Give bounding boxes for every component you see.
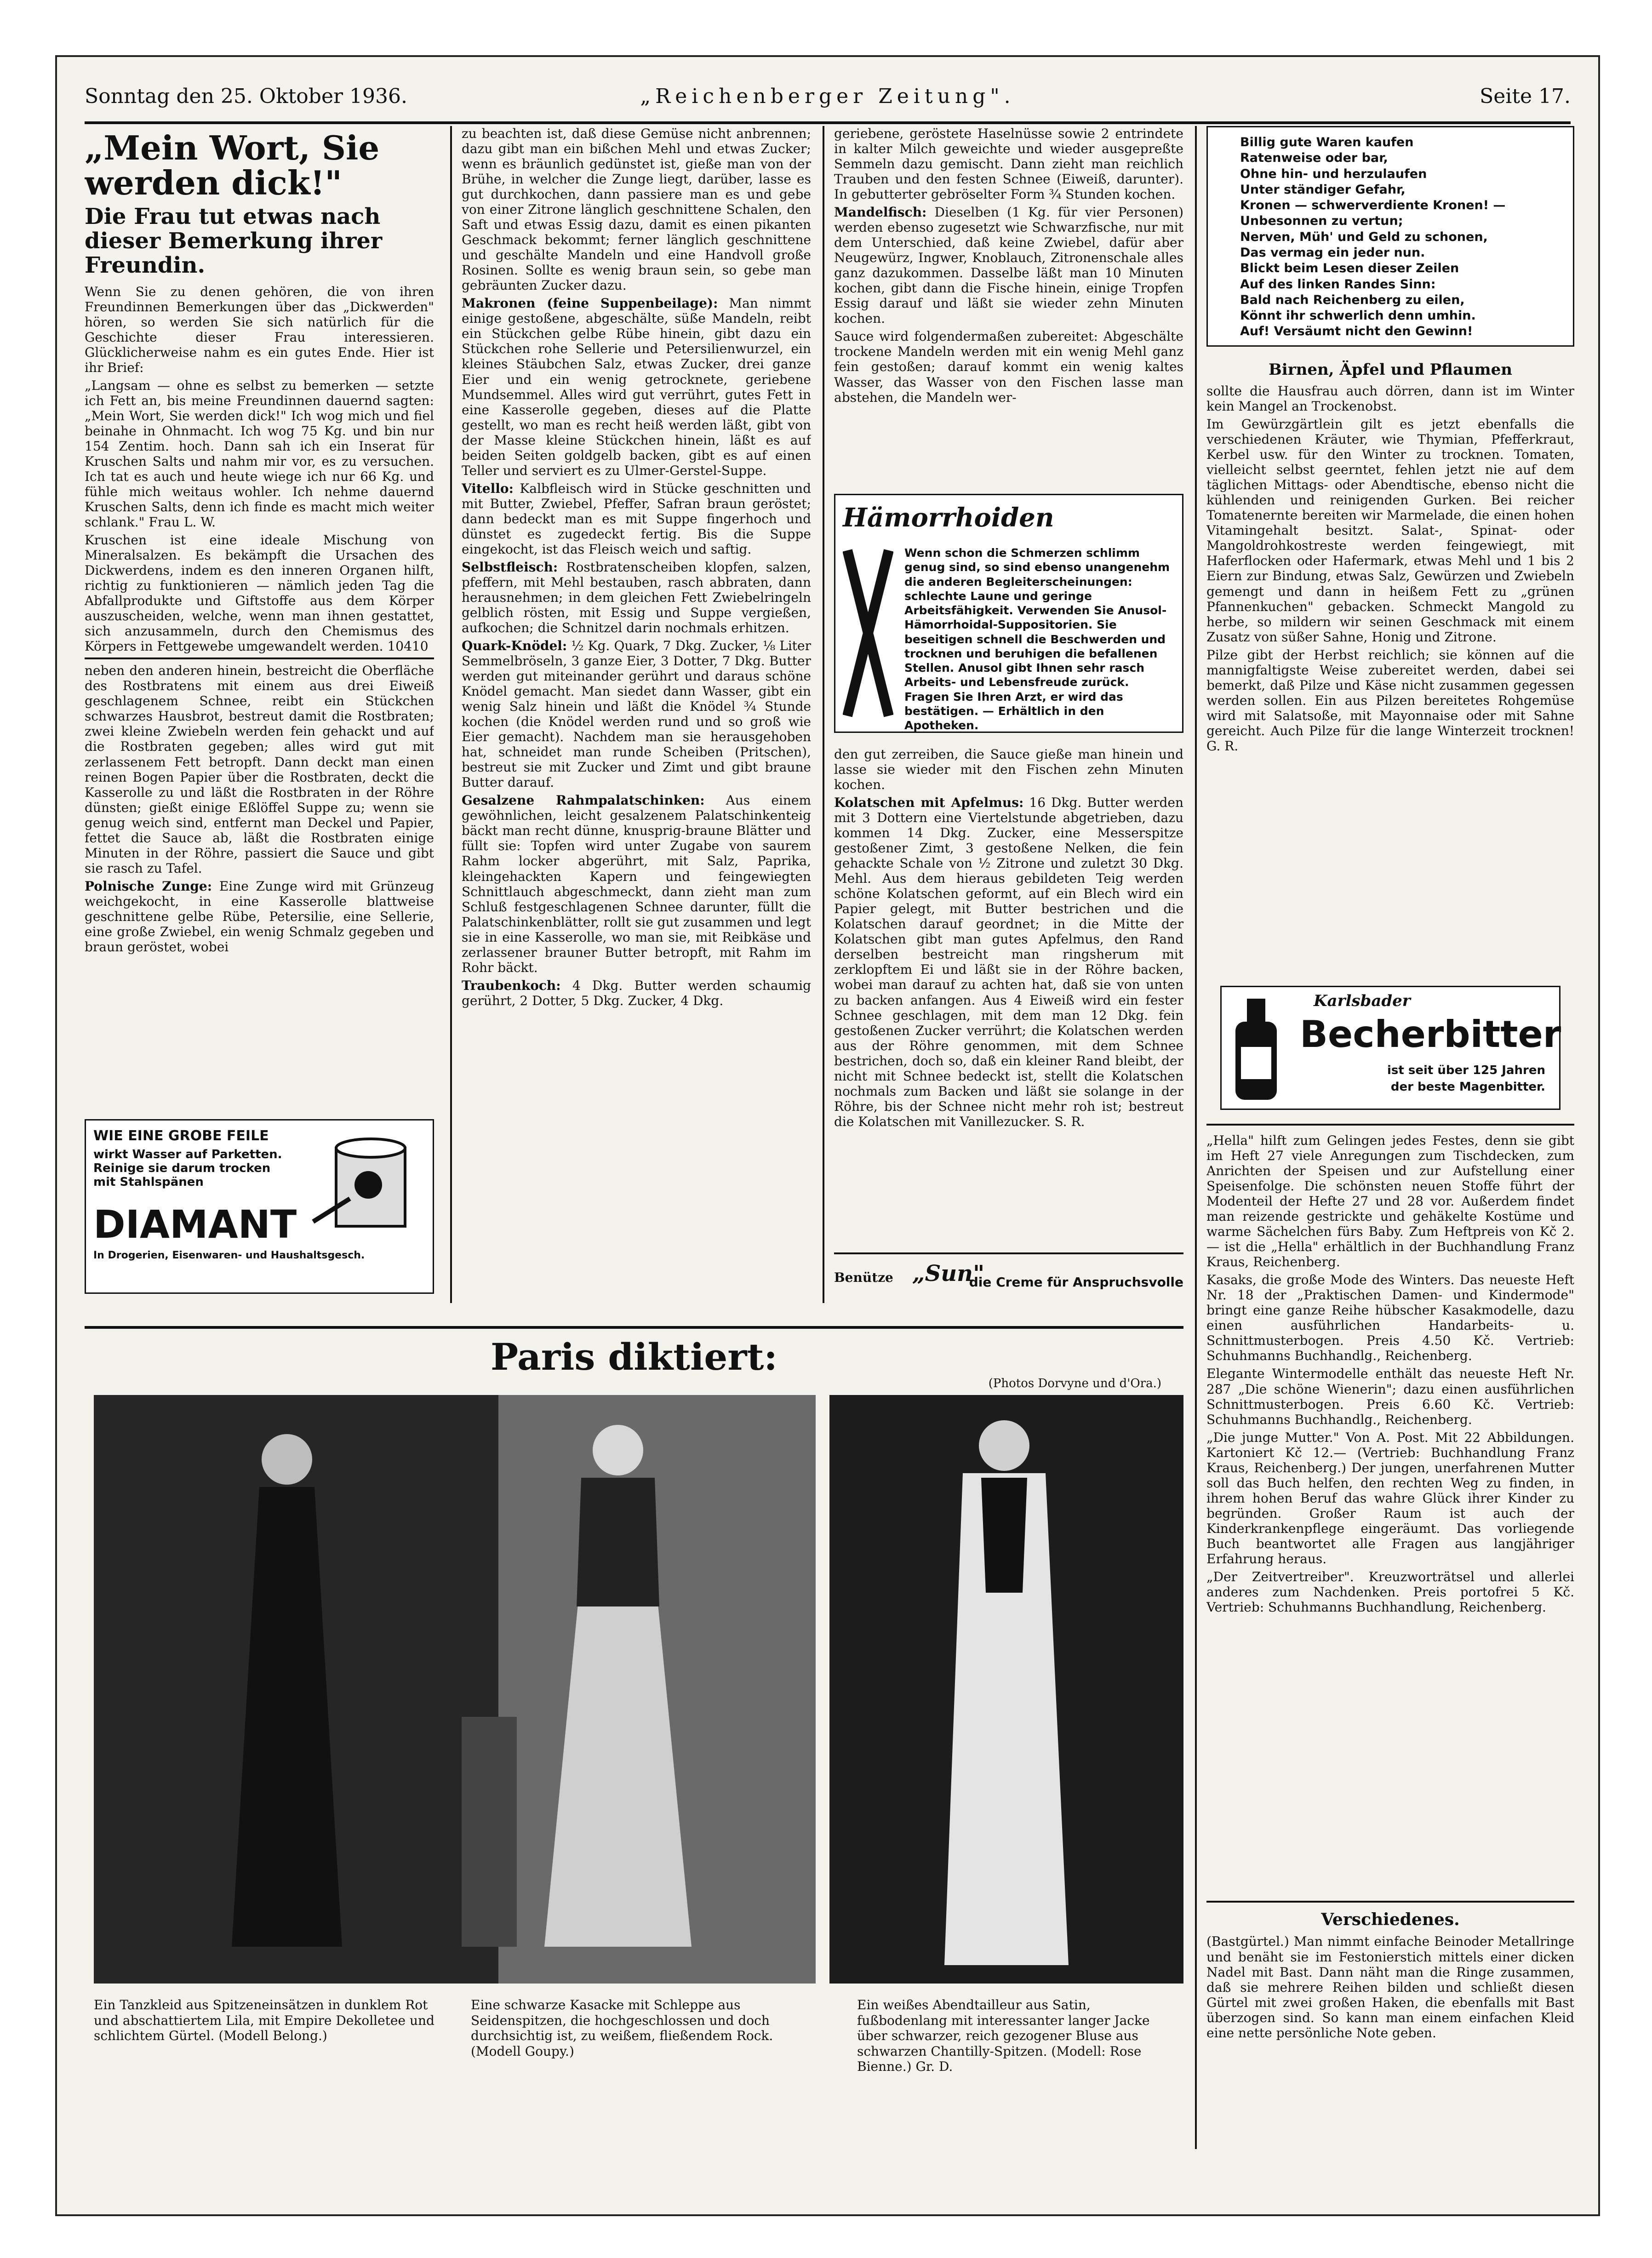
col2-para-7-text: 4 Dkg. Butter werden schaumig gerührt, 2 Dotter, 5 Dkg. Zucker, 4 Dkg. (462, 978, 811, 1008)
col2-para-4-title: Selbstfleisch: (462, 559, 558, 575)
col1-divider (85, 657, 434, 659)
evening-suit-figure-icon (829, 1395, 1183, 1984)
sec2-para-1: „Hella" hilft zum Gelingen jedes Festes, denn sie gibt im Heft 27 viele Anregungen zum Tischdecken, zum Anrichten der Speisen und zur Aufstellung einer Speisenfolge. Die schönsten neuen Stoffe führt der Modenteil der Hefte 27 und 28 vor. Außerdem findet man reizende gestrickte und gehäkelte Kostüme und warme Sächelchen fürs Baby. Zum Heftpreis von Kč 2.— ist die „Hella" erhältlich in der Buchhandlung Franz Kraus, Reichenberg. (1206, 1133, 1574, 1270)
header-date: Sonntag den 25. Oktober 1936. (85, 85, 407, 108)
col1-para-2: „Langsam — ohne es selbst zu bemerken — setzte ich Fett an, bis meine Freundinnen dauernd sagten: „Mein Wort, Sie werden dick!" Ich wog mich und fiel beinahe in Ohnmacht. Ich wog 75 Kg. und bin nur 154 Zentim. hoch. Dann sah ich ein Inserat für Kruschen Salts und nahm mir vor, es zu versuchen. Ich tat es auch und heute wiege ich nur 66 Kg. und fühle mich weitaus wohler. Ich nehme dauernd Kruschen Salts, denn ich finde es macht mich weiter schlank." Frau L. W. (85, 377, 434, 530)
header-title: „Reichenberger Zeitung". (640, 85, 1015, 108)
col3-para-5 (834, 795, 1183, 1129)
col1-para-3-number: 10410 (387, 639, 429, 654)
sec2-para-4: „Die junge Mutter." Von A. Post. Mit 22 Abbildungen. Kartoniert Kč 12.— (Vertrieb: Buchhandlung Franz Kraus, Reichenberg.) Der jungen, unerfahrenen Mutter soll das Buch helfen, den rechten Weg zu finden, in ihrem hohen Beruf das wahre Glück ihrer Kinder zu begründen. Großer Raum ist auch der Kinderkrankenpflege eingeräumt. Das vorliegende Buch beantwortet alle Fragen aus langjähriger Erfahrung heraus. (1206, 1429, 1574, 1566)
paris-title: Paris diktiert: (491, 1335, 777, 1378)
col4-divider-2 (1206, 1901, 1574, 1903)
column-3-bottom (834, 747, 1183, 1206)
sec2-para-2: Kasaks, die große Mode des Winters. Das neueste Heft Nr. 18 der „Praktischen Damen- und Kindermode" bringt eine ganze Reihe hübscher Kasakmodelle, dazu einen ausführlichen Handarbeits- u. Schnittmusterbogen. Preis 4.50 Kč. Vertrieb: Schuhmanns Buchhandlg., Reichenberg. (1206, 1272, 1574, 1364)
poem-line: Auf! Versäumt nicht den Gewinn! (1240, 324, 1473, 339)
col2-para-7-title: Traubenkoch: (462, 978, 561, 993)
fashion-figures-icon (94, 1395, 816, 1984)
sec2-para-3: Elegante Wintermodelle enthält das neueste Heft Nr. 287 „Die schöne Wienerin"; dazu einen ausführlichen Schnittmusterbogen. Preis 6.60 Kč. Vertrieb: Schuhmanns Buchhandlg., Reichenberg. (1206, 1366, 1574, 1427)
col2-para-5-title: Quark-Knödel: (462, 638, 567, 654)
col1-para-5-text: Eine Zunge wird mit Grünzeug weichgekocht, in eine Kasserolle blattweise geschnittene gelbe Rübe, Petersilie, eine Sellerie, eine große Zwiebel, ein wenig Schmalz gegeben und braun geröstet, wobei (85, 878, 434, 955)
col2-para-3-text: Kalbfleisch wird in Stücke geschnitten und mit Butter, Zwiebel, Pfeffer, Safran braun geröstet; dann bedeckt man es mit Suppe fingerhoch und dünstet es zugedeckt fertig. Bis die Suppe eingekocht, ist das Fleisch weich und saftig. (462, 480, 811, 557)
col2-para-2-text: Man nimmt einige gestoßene, abgeschälte, süße Mandeln, reibt ein Stückchen gelbe Rübe hinein, gibt dazu ein Stückchen rohe Sellerie und Petersilienwurzel, ein kleines Stäubchen Salz, etwas Zucker, drei ganze Eier und ein wenig getrocknete, geriebene Mundsemmel. Alles wird gut verrührt, gutes Fett in eine Kasserolle gegeben, dieses auf die Platte gestellt, wo man es recht heiß werden läßt, gibt von der Masse kleine Stückchen hinein, läßt es auf beiden Seiten goldgelb backen, gibt es auf einen Teller und serviert es zu Ulmer-Gerstel-Suppe. (462, 296, 811, 478)
poem-line: Ohne hin- und herzulaufen (1240, 166, 1427, 181)
col2-para-3-title: Vitello: (462, 480, 514, 496)
col1-para-4: neben den anderen hinein, bestreicht die Oberfläche des Rostbratens mit einem aus drei Eiweiß geschlagenem Schnee, reibt ein Stückchen schwarzes Hausbrot, bestreut damit die Rostbraten; zwei kleine Zwiebeln werden fein gehackt und auf die Rostbraten gegeben; alles wird gut mit zerlassenem Fett betropft. Dann deckt man einen reinen Bogen Papier über die Rostbraten, deckt die Kasserolle zu und läßt die Rostbraten in der Röhre dünsten; gießt einige Eßlöffel Suppe zu; wenn sie genug weich sind, entfernt man Deckel und Papier, fettet die Sauce ab, läßt die Rostbraten einige Minuten in der Röhre, passiert die Sauce und gibt sie rasch zu Tafel. (85, 663, 434, 876)
bottle-icon (1231, 996, 1281, 1102)
sun-ad-prefix: Benütze (834, 1270, 893, 1285)
col1-para-5-title: Polnische Zunge: (85, 878, 212, 894)
col1-para-3-text: Kruschen ist eine ideale Mischung von Mineralsalzen. Es bekämpft die Ursachen des Dickwerdens, indem es den inneren Organen hilft, richtig zu funktionieren — nämlich jeden Tag die Abfallprodukte und Giftstoffe aus dem Körper auszuscheiden, welche, wenn man ihnen gestattet, sich anzusammeln, durch den Chemismus des Körpers in Fettgewebe umgewandelt werden. (85, 532, 434, 654)
diamant-ad (85, 1119, 434, 1294)
poem-line: Das vermag ein jeder nun. (1240, 245, 1425, 260)
col3-para-1: geriebene, geröstete Haselnüsse sowie 2 entrindete in kalter Milch geweichte und wieder ausgepreßte Semmeln dazu gemischt. Dann zieht man reichlich Trauben und den festen Schnee (Eiweiß, darunter). In gebutterter gebröselter Form ¾ Stunden kochen. (834, 126, 1183, 202)
col4-divider-1 (1206, 1124, 1574, 1126)
x-mark-icon (843, 546, 893, 720)
poem-line: Ratenweise oder bar, (1240, 151, 1388, 166)
col2-para-2-title: Makronen (feine Suppenbeilage): (462, 296, 718, 311)
col2-para-3 (462, 481, 811, 557)
poem-line: Blickt beim Lesen dieser Zeilen (1240, 261, 1459, 276)
sun-ad (834, 1252, 1183, 1296)
poem-line: Unter ständiger Gefahr, (1240, 182, 1406, 197)
becherbitter-ad-brand: Becherbitter (1300, 1013, 1561, 1056)
paris-top-rule (85, 1326, 1183, 1329)
poem-line: Bald nach Reichenberg zu eilen, (1240, 292, 1465, 307)
sec3-para-1: (Bastgürtel.) Man nimmt einfache Beinoder Metallringe und benäht sie im Festonierstich mittels einer dicken Nadel mit Bast. Dann näht man die Ringe zusammen, daß sie mehrere Reihen bilden und schließt diesen Gürtel mit zwei großen Haken, die ebenfalls mit Bast überzogen sind. So kann man einem einfachen Kleid eine nette persönliche Note geben. (1206, 1934, 1574, 2041)
sec1-para-1: sollte die Hausfrau auch dörren, dann ist im Winter kein Mangel an Trockenobst. (1206, 383, 1574, 414)
col3-para-2 (834, 205, 1183, 326)
caption-2: Eine schwarze Kasacke mit Schleppe aus Seidenspitzen, die hochgeschlossen und doch durchsichtig ist, zu weißem, fließendem Rock. (Modell Goupy.) (471, 1997, 773, 2059)
diamant-ad-footer: In Drogerien, Eisenwaren- und Haushaltsgesch. (93, 1250, 365, 1261)
col2-para-7 (462, 978, 811, 1008)
column-2 (462, 126, 811, 1298)
anusol-ad (834, 494, 1183, 733)
col2-para-6 (462, 793, 811, 975)
col3-para-4: den gut zerreiben, die Sauce gieße man hinein und lasse sie wieder mit den Fischen zehn Minuten kochen. (834, 747, 1183, 793)
anusol-ad-title: Hämorrhoiden (843, 503, 1054, 533)
col1-subhead: Die Frau tut etwas nach dieser Bemerkung ihrer Freundin. (85, 204, 383, 278)
caption-3 (857, 1997, 1183, 2075)
diamant-ad-line-1: WIE EINE GROBE FEILE (93, 1128, 269, 1144)
col2-para-5 (462, 638, 811, 790)
col2-para-1: zu beachten ist, daß diese Gemüse nicht anbrennen; dazu gibt man ein bißchen Mehl und etwas Zucker; wenn es bräunlich gedünstet ist, gieße man von der Brühe, in welcher die Zunge liegt, darüber, lasse es gut durchkochen, dann passiere man es und gebe von einer Zitrone länglich geschnittene Schalen, den Saft und etwas Essig dazu, damit es einen pikanten Geschmack bekommt; ferner länglich geschnittene und geschälte Mandeln und eine Handvoll große Rosinen. Sollte es wenig braun sein, so gebe man gebräunten Zucker dazu. (462, 126, 811, 293)
col2-para-6-title: Gesalzene Rahmpalatschinken: (462, 793, 705, 808)
polish-can-icon (309, 1130, 423, 1240)
poem-box (1206, 126, 1574, 347)
col2-para-5-text: ½ Kg. Quark, 7 Dkg. Zucker, ⅛ Liter Semmelbröseln, 3 ganze Eier, 3 Dotter, 7 Dkg. Butter werden gut miteinander gerührt und daraus schöne Knödel gemacht. Man siedet dann Wasser, gibt ein wenig Salz hinein und läßt die Knödel ¾ Stunde kochen (die Knödel werden rund und so groß wie Eier gemacht). Nachdem man sie herausgehoben hat, schneidet man runde Scheiben (Pritschen), bestreut sie mit Zucker und Zimt und gibt braune Butter darauf. (462, 638, 811, 790)
sec1-para-3 (1206, 647, 1574, 754)
becherbitter-ad-tag-2: der beste Magenbitter. (1390, 1080, 1545, 1094)
col3-para-5-text: 16 Dkg. Butter werden mit 3 Dottern eine Viertelstunde abgetrieben, dazu kommen 14 Dkg. Zucker, eine Messerspitze gestoßener Zimt, 3 gestoßene Nelken, die fein gehackte Schale von ½ Zitrone und zuletzt 30 Dkg. Mehl. Aus dem hieraus gebildeten Teig werden schöne Kolatschen geformt, auf ein Blech wird ein Papier gelegt, mit Butter bestrichen und die Kolatschen darauf geordnet; in die Mitte der Kolatschen gibt man gutes Apfelmus, den Rand derselben bestreicht man ringsherum mit zerklopftem Ei und läßt sie in der Röhre backen, wobei man darauf zu achten hat, daß sie von unten zu backen anfangen. Aus 4 Eiweiß wird ein fester Schnee geschlagen, mit dem man 12 Dkg. fein gestoßenen Zucker verrührt; die Kolatschen werden aus der Röhre genommen, mit dem Schnee bestrichen, doch so, daß ein kleiner Rand bleibt, der nicht mit Schnee bedeckt ist, stellt die Kolatschen nochmals zum Backen und läßt sie solange in der Röhre, bis der Schnee nicht mehr roh ist; bestreut die Kolatschen mit Vanillezucker. (834, 795, 1183, 1129)
column-4-section-2 (1206, 1133, 1574, 1896)
sec2-para-5: „Der Zeitvertreiber". Kreuzworträtsel und allerlei anderes zum Nachdenken. Preis portofrei 5 Kč. Vertrieb: Schuhmanns Buchhandlung, Reichenberg. (1206, 1569, 1574, 1615)
page-header (85, 80, 1571, 121)
col3-para-5-title: Kolatschen mit Apfelmus: (834, 795, 1024, 811)
col1-headline: „Mein Wort, Sie werden dick!" (85, 128, 380, 202)
header-rule (85, 121, 1571, 124)
sun-ad-brand: „Sun" (912, 1261, 985, 1286)
becherbitter-ad-small: Karlsbader (1314, 992, 1411, 1010)
diamant-ad-brand: DIAMANT (93, 1202, 297, 1247)
poem-line: Nerven, Müh' und Geld zu schonen, (1240, 229, 1488, 244)
column-3-top (834, 126, 1183, 485)
col2-para-4-text: Rostbratenscheiben klopfen, salzen, pfeffern, mit Mehl bestauben, rasch abbraten, dann herausnehmen; in dem gleichen Fett Zwiebelringeln gelblich rösten, mit Essig und Suppe vergießen, aufkochen; die Schnitzel darin nochmals erhitzen. (462, 559, 811, 635)
caption-3-text: Ein weißes Abendtailleur aus Satin, fußbodenlang mit interessanter langer Jacke über schwarzer, reich gezogener Bluse aus schwarzen Chantilly-Spitzen. (Modell: Rose Bienne.) (857, 1997, 1150, 2075)
caption-3-signature: Gr. D. (915, 2059, 953, 2075)
paris-photo-credit: (Photos Dorvyne und d'Ora.) (988, 1377, 1161, 1390)
col2-para-4 (462, 560, 811, 635)
photo-evening-suit (829, 1395, 1183, 1984)
col-separator-2 (823, 126, 824, 1303)
column-4-section-3 (1206, 1910, 1574, 2140)
col3-para-3: Sauce wird folgendermaßen zubereitet: Abgeschälte trockene Mandeln werden mit ein wenig Mehl ganz fein gestoßen; darauf kommt ein wenig kaltes Wasser, das Wasser von den Fischen lasse man abstehen, die Mandeln wer- (834, 329, 1183, 405)
sec1-para-3-text: Pilze gibt der Herbst reichlich; sie können auf die mannigfaltigste Weise zubereitet werden, dabei sei bemerkt, daß Pilze und Käse nicht zusammen gegessen werden sollen. Ein aus Pilzen bereitetes Rohgemüse wird mit Salatsoße, mit Mayonnaise oder mit Sahne gereicht. Auch Pilze für die lange Winterzeit trocknen! (1206, 647, 1574, 738)
newspaper-page (55, 55, 1600, 2216)
photo-dance-dress-and-kasack (94, 1395, 816, 1984)
col1-para-1: Wenn Sie zu denen gehören, die von ihren Freundinnen Bemerkungen über das „Dickwerden" hören, so werden Sie sich natürlich für die Geschichte dieser Frau interessieren. Glücklicherweise nahm es ein gutes Ende. Hier ist ihr Brief: (85, 284, 434, 375)
sec1-para-2: Im Gewürzgärtlein gilt es jetzt ebenfalls die verschiedenen Kräuter, wie Thymian, Pfefferkraut, Kerbel usw. für den Winter zu trocknen. Tomaten, vielleicht selbst geerntet, fehlen jetzt nie auf dem täglichen Mittags- oder Abendtische, ebenso nicht die kühlenden und reinigenden Gurken. Bei reicher Tomatenernte bereiten wir Marmelade, die einen hohen Vitamingehalt besitzt. Salat-, Spinat- oder Mangoldrohkostreste werden feingewiegt, mit Haferflocken oder Hafermark, etwas Mehl und 1 bis 2 Eiern zur Bindung, etwas Salz, Gewürzen und Zwiebeln gemengt und dann in heißem Fett zu „grünen Pfannenkuchen" gebacken. Schmeckt Mangold zu herbe, so mildern wir seinen Geschmack mit einem Zusatz von süßer Sahne, Honig und Zitrone. (1206, 417, 1574, 645)
sun-ad-tagline: die Creme für Anspruchsvolle (969, 1275, 1183, 1290)
becherbitter-ad (1220, 986, 1561, 1110)
poem-line: Unbesonnen zu vertun; (1240, 214, 1403, 229)
col-separator-3 (1195, 126, 1197, 2149)
col2-para-6-text: Aus einem gewöhnlichen, leicht gesalzenem Palatschinkenteig bäckt man recht dünne, knusprig-braune Blätter und füllt sie: Topfen wird unter Zugabe von saurem Rahm locker abgerührt, mit Salz, Paprika, kleingehackten Kapern und feingewiegten Schnittlauch abgeschmeckt, dann zieht man zum Schluß festgeschlagenen Schnee darunter, füllt die Palatschinkenblätter, rollt sie gut zusammen und legt sie in eine Kasserolle, wo man sie, mit Reibkäse und zerlassener brauner Butter betropft, mit Rahm im Rohr bäckt. (462, 793, 811, 975)
col3-para-2-title: Mandelfisch: (834, 205, 927, 220)
col3-para-2-text: Dieselben (1 Kg. für vier Personen) werden ebenso zugesetzt wie Schwarzfische, nur mit dem Unterschied, daß keine Zwiebel, dafür aber Neugewürz, Ingwer, Knoblauch, Zitronenschale alles ganz dazukommen. Dasselbe läßt man 10 Minuten kochen, gibt dann die Fische hinein, einige Tropfen Essig darauf und läßt sie wieder zehn Minuten kochen. (834, 205, 1183, 326)
col2-para-2 (462, 296, 811, 478)
poem-line: Kronen — schwerverdiente Kronen! — (1240, 198, 1506, 213)
diamant-ad-line-2: wirkt Wasser auf Parketten. (93, 1148, 282, 1161)
col1-para-5 (85, 879, 434, 955)
sec1-signature: G. R. (1206, 738, 1239, 754)
poem-line: Könnt ihr schwerlich denn umhin. (1240, 309, 1476, 323)
sec1-title: Birnen, Äpfel und Pflaumen (1269, 360, 1512, 379)
col1-para-3 (85, 532, 434, 654)
diamant-ad-line-4: mit Stahlspänen (93, 1175, 204, 1189)
header-page-number: Seite 17. (1480, 85, 1571, 108)
poem-line: Billig gute Waren kaufen (1240, 135, 1414, 149)
caption-1: Ein Tanzkleid aus Spitzeneinsätzen in dunklem Rot und abschattiertem Lila, mit Empire Dekolletee und schlichtem Gürtel. (Modell Belong.) (94, 1997, 434, 2044)
becherbitter-ad-tag-1: ist seit über 125 Jahren (1387, 1063, 1545, 1077)
col-separator-1 (450, 126, 452, 1303)
anusol-ad-body: Wenn schon die Schmerzen schlimm genug sind, so sind ebenso unangenehm die anderen Begleiterscheinungen: schlechte Laune und geringe Arbeitsfähigkeit. Verwenden Sie Anusol-Hämorrhoidal-Suppositorien. Sie beseitigen schnell die Beschwerden und trocknen und beruhigen die befallenen Stellen. Anusol gibt Ihnen sehr rasch Arbeits- und Lebensfreude zurück. Fragen Sie Ihren Arzt, er wird das bestätigen. — Erhältlich in den Apotheken. (904, 546, 1170, 732)
column-4-section-1 (1206, 360, 1574, 986)
col3-para-5-sig: S. R. (1054, 1114, 1085, 1129)
poem-line: Auf des linken Randes Sinn: (1240, 277, 1436, 292)
diamant-ad-line-3: Reinige sie darum trocken (93, 1161, 271, 1175)
sec3-title: Verschiedenes. (1321, 1910, 1460, 1929)
